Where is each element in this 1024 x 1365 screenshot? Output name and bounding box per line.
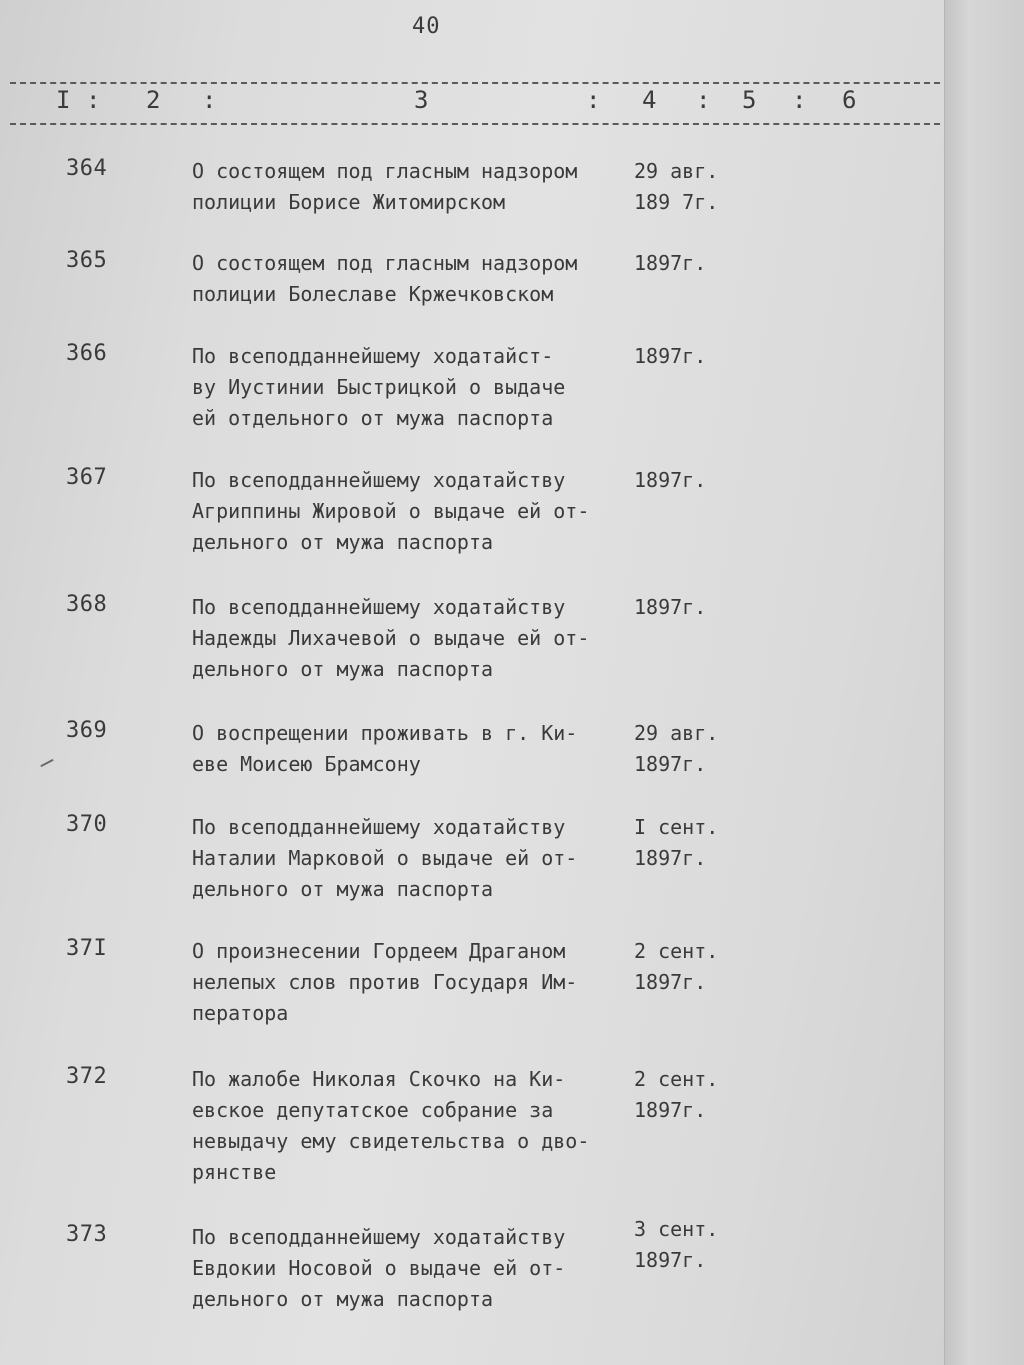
- column-header-6: 6: [842, 86, 857, 114]
- description-line: полиции Болеславе Кржечковском: [192, 282, 554, 306]
- entry-number: 369: [66, 718, 108, 743]
- column-separator: :: [202, 86, 217, 114]
- column-header-2: 2: [146, 86, 161, 114]
- column-separator: :: [792, 86, 807, 114]
- entry-date: [634, 592, 706, 623]
- description-line: дельного от мужа паспорта: [192, 1287, 494, 1311]
- date-line: 1897г.: [634, 251, 707, 275]
- date-line: 1897г.: [634, 468, 707, 492]
- description-line: Агриппины Жировой о выдаче ей от-: [192, 499, 590, 523]
- description-line: По всеподданнейшему ходатайству: [192, 815, 566, 839]
- entry-description: [192, 718, 632, 780]
- column-separator: :: [586, 86, 601, 114]
- entry-number: 368: [66, 592, 108, 617]
- description-line: По всеподданнейшему ходатайству: [192, 468, 566, 492]
- description-line: рянстве: [192, 1160, 277, 1184]
- description-line: ей отдельного от мужа паспорта: [192, 406, 554, 430]
- pencil-mark: [40, 759, 53, 767]
- entry-date: [634, 1214, 718, 1276]
- description-line: По всеподданнейшему ходатайст-: [192, 344, 554, 368]
- date-line: 3 сент.: [634, 1217, 719, 1241]
- date-line: 1897г.: [634, 846, 707, 870]
- entry-description: [192, 936, 632, 1029]
- description-line: О состоящем под гласным надзором: [192, 251, 578, 275]
- date-line: 2 сент.: [634, 1067, 719, 1091]
- entry-number: 370: [66, 812, 108, 837]
- page-edge: [944, 0, 1024, 1365]
- date-line: 1897г.: [634, 752, 707, 776]
- description-line: Евдокии Носовой о выдаче ей от-: [192, 1256, 566, 1280]
- column-header-3: 3: [414, 86, 429, 114]
- entry-number: 367: [66, 465, 108, 490]
- entry-number: 365: [66, 248, 108, 273]
- page-number: 40: [412, 14, 441, 39]
- date-line: 1897г.: [634, 344, 707, 368]
- description-line: дельного от мужа паспорта: [192, 657, 494, 681]
- column-header-4: 4: [642, 86, 657, 114]
- entry-description: [192, 1222, 632, 1315]
- column-separator: :: [86, 86, 101, 114]
- entry-number: 373: [66, 1222, 108, 1247]
- description-line: По всеподданнейшему ходатайству: [192, 595, 566, 619]
- date-line: 29 авг.: [634, 721, 719, 745]
- entry-description: [192, 592, 632, 685]
- description-line: дельного от мужа паспорта: [192, 530, 494, 554]
- date-line: 1897г.: [634, 1248, 707, 1272]
- description-line: полиции Борисе Житомирском: [192, 190, 506, 214]
- description-line: По всеподданнейшему ходатайству: [192, 1225, 566, 1249]
- header-rule-bottom: [10, 123, 940, 125]
- description-line: О воспрещении проживать в г. Ки-: [192, 721, 578, 745]
- date-line: I сент.: [634, 815, 719, 839]
- date-line: 1897г.: [634, 595, 707, 619]
- description-line: О произнесении Гордеем Драганом: [192, 939, 566, 963]
- description-line: ператора: [192, 1001, 289, 1025]
- entry-number: 366: [66, 341, 108, 366]
- description-line: Надежды Лихачевой о выдаче ей от-: [192, 626, 590, 650]
- date-line: 2 сент.: [634, 939, 719, 963]
- entry-date: [634, 341, 706, 372]
- header-rule-top: [10, 82, 940, 84]
- description-line: Наталии Марковой о выдаче ей от-: [192, 846, 578, 870]
- description-line: евское депутатское собрание за: [192, 1098, 554, 1122]
- description-line: дельного от мужа паспорта: [192, 877, 494, 901]
- entry-description: [192, 1064, 632, 1188]
- entry-description: [192, 248, 632, 310]
- entry-description: [192, 156, 632, 218]
- column-header-1: I: [56, 86, 71, 114]
- date-line: 189 7г.: [634, 190, 719, 214]
- description-line: О состоящем под гласным надзором: [192, 159, 578, 183]
- entry-date: [634, 718, 718, 780]
- description-line: невыдачу ему свидетельства о дво-: [192, 1129, 590, 1153]
- entry-date: [634, 156, 718, 218]
- description-line: еве Моисею Брамсону: [192, 752, 421, 776]
- entry-description: [192, 341, 632, 434]
- description-line: ву Иустинии Быстрицкой о выдаче: [192, 375, 566, 399]
- entry-date: [634, 812, 718, 874]
- description-line: По жалобе Николая Скочко на Ки-: [192, 1067, 566, 1091]
- column-header-5: 5: [742, 86, 757, 114]
- date-line: 1897г.: [634, 1098, 707, 1122]
- entry-description: [192, 812, 632, 905]
- entry-date: [634, 1064, 718, 1126]
- column-separator: :: [696, 86, 711, 114]
- entry-description: [192, 465, 632, 558]
- entry-date: [634, 936, 718, 998]
- entry-date: [634, 465, 706, 496]
- entry-number: 364: [66, 156, 108, 181]
- date-line: 29 авг.: [634, 159, 719, 183]
- entry-number: 372: [66, 1064, 108, 1089]
- entry-date: [634, 248, 706, 279]
- date-line: 1897г.: [634, 970, 707, 994]
- entry-number: 37I: [66, 936, 108, 961]
- description-line: нелепых слов против Государя Им-: [192, 970, 578, 994]
